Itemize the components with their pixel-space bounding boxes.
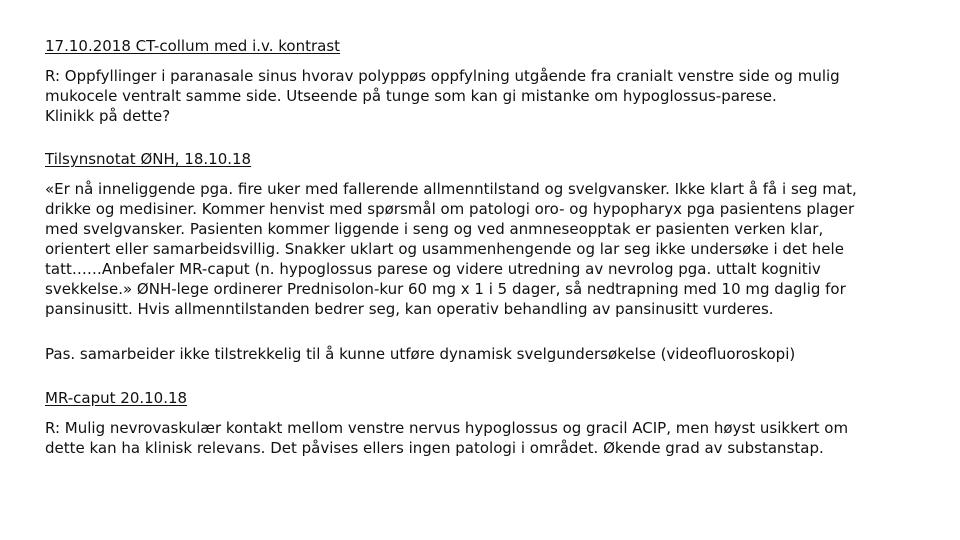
- mr-heading: MR-caput 20.10.18: [45, 389, 188, 407]
- ct-heading: 17.10.2018 CT-collum med i.v. kontrast: [45, 37, 341, 55]
- onh-heading: Tilsynsnotat ØNH, 18.10.18: [45, 150, 252, 168]
- ct-result-text: R: Oppfyllinger i paranasale sinus hvorav polyppøs oppfylning utgående fra cranialt venstre side og mulig mukocele ventralt samme side. Utseende på tunge som kan gi mistanke om hypoglossus-parese. Klinikk på dette?: [45, 67, 840, 125]
- document-content: [45, 36, 925, 458]
- swallow-study-note: Pas. samarbeider ikke tilstrekkelig til å kunne utføre dynamisk svelgundersøkelse (videofluoroskopi): [45, 345, 796, 363]
- onh-note-text: «Er nå inneliggende pga. fire uker med fallerende allmenntilstand og svelgvansker. Ikke klart å få i seg mat, drikke og medisiner. Kommer henvist med spørsmål om patologi oro- og hypopharyx pga pasientens plager med svelgvansker. Pasienten kommer liggende i seng og ved anmneseopptak er pasienten verken klar, orientert eller samarbeidsvillig. Snakker uklart og usammenhengende og lar seg ikke undersøke i det hele tatt……Anbefaler MR-caput (n. hypoglossus parese og videre utredning av nevrolog pga. uttalt kognitiv svekkelse.» ØNH-lege ordinerer Prednisolon-kur 60 mg x 1 i 5 dager, så nedtrapning med 10 mg daglig for pansinusitt. Hvis allmenntilstanden bedrer seg, kan operativ behandling av pansinusitt vurderes.: [45, 180, 857, 318]
- mr-result-text: R: Mulig nevrovaskulær kontakt mellom venstre nervus hypoglossus og gracil ACIP, men høyst usikkert om dette kan ha klinisk relevans. Det påvises ellers ingen patologi i området. Økende grad av substanstap.: [45, 419, 849, 457]
